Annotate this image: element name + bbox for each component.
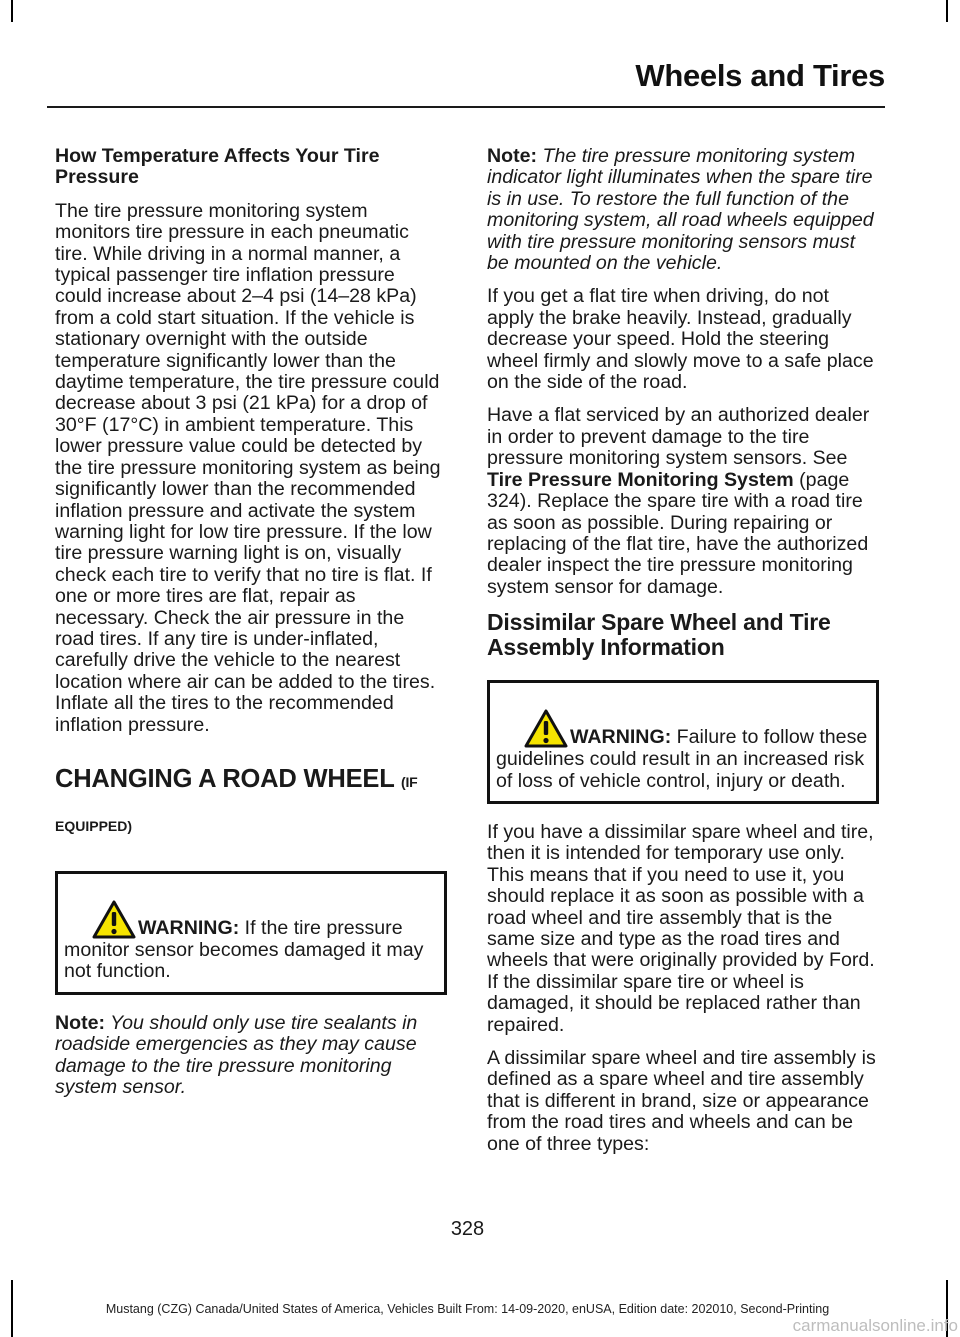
section-heading-text: CHANGING A ROAD WHEEL: [55, 764, 395, 793]
page-number: 328: [450, 1218, 485, 1240]
service-text-after: (page 324). Replace the spare tire with a road tire as soon as possible. During repairing or replacing of the flat tire, have the authorized dealer inspect the tire pressure monitoring system sensor for damage.: [487, 468, 869, 598]
note-label: Note:: [55, 1011, 106, 1034]
right-column: [487, 146, 879, 1167]
warning-triangle-icon: [524, 709, 568, 749]
dissimilar-spare-heading: Dissimilar Spare Wheel and Tire Assembly Information: [487, 609, 831, 661]
footer-edition-info: Mustang (CZG) Canada/United States of America, Vehicles Built From: 14-09-2020, enUSA, Edition date: 202010, Second-Printing: [105, 1302, 830, 1316]
header-divider: [47, 106, 885, 108]
watermark: carmanualsonline.info: [792, 1316, 958, 1335]
warning-triangle-icon: [92, 900, 136, 940]
warning-text: Failure to follow these guidelines could result in an increased risk of loss of vehicle control, injury or death.: [496, 726, 868, 792]
page-title: Wheels and Tires: [635, 58, 885, 93]
section-heading-continuation: EQUIPPED): [55, 817, 133, 834]
note-text: The tire pressure monitoring system indicator light illuminates when the spare tire is in use. To restore the full function of the monitoring system, all road wheels equipped with tire pressure monitoring sensors must be mounted on the vehicle.: [487, 145, 874, 275]
note-label: Note:: [487, 145, 538, 167]
cross-reference-link[interactable]: Tire Pressure Monitoring System: [487, 468, 794, 491]
crop-mark-top-right: [946, 0, 948, 22]
section-heading-qualifier: (IF: [401, 773, 418, 790]
left-column: [55, 146, 447, 1110]
temperature-subheading: How Temperature Affects Your Tire Pressure: [55, 145, 380, 189]
warning-box-sensor: [55, 871, 447, 995]
warning-text: If the tire pressure monitor sensor becomes damaged it may not function.: [64, 916, 424, 983]
section-heading: [55, 764, 447, 797]
warning-label: WARNING:: [570, 726, 672, 749]
flat-tire-paragraph: If you get a flat tire when driving, do not apply the brake heavily. Instead, gradually decrease your speed. Hold the steering wheel firmly and slowly move to a safe place on the side of the road.: [487, 285, 874, 394]
temperature-paragraph: The tire pressure monitoring system monitors tire pressure in each pneumatic tire. While driving in a normal manner, a typical passenger tire inflation pressure could increase about 2–4 psi (14–28 kPa) from a cold start situation. If the vehicle is stationary overnight with the outside temperature significantly lower than the daytime temperature, the tire pressure could decrease about 3 psi (21 kPa) for a drop of 30°F (17°C) in ambient temperature. This lower pressure value could be detected by the tire pressure monitoring system as being significantly lower than the recommended inflation pressure and activate the system warning light for low tire pressure. If the low tire pressure warning light is on, visually check each tire to verify that no tire is flat. If one or more tires are flat, repair as necessary. Check the air pressure in the road tires. If any tire is under-inflated, carefully drive the vehicle to the nearest location where air can be added to the tires. Inflate all the tires to the recommended inflation pressure.: [55, 199, 441, 736]
dissimilar-spare-paragraph: If you have a dissimilar spare wheel and tire, then it is intended for temporary use only. This means that if you need to use it, you should replace it as soon as possible with a road wheel and tire assembly that is the same size and type as the road tires and wheels that were originally provided by Ford. If the dissimilar spare tire or wheel is damaged, it should be replaced rather than repaired.: [487, 820, 875, 1036]
note-sealants: [55, 1013, 447, 1099]
warning-label: WARNING:: [138, 916, 240, 939]
service-paragraph: [487, 405, 879, 598]
note-spare-indicator: [487, 146, 879, 274]
dissimilar-definition-paragraph: A dissimilar spare wheel and tire assembly is defined as a spare wheel and tire assembly that is different in brand, size or appearance from the road tires and wheels and can be one of three types:: [487, 1047, 876, 1155]
note-text: You should only use tire sealants in roadside emergencies as they may cause damage to the tire pressure monitoring system sensor.: [55, 1011, 418, 1098]
crop-mark-top-left: [11, 0, 13, 22]
warning-box-control: [487, 680, 879, 804]
service-text-before: Have a flat serviced by an authorized dealer in order to prevent damage to the tire pressure monitoring system sensors. See: [487, 404, 870, 470]
